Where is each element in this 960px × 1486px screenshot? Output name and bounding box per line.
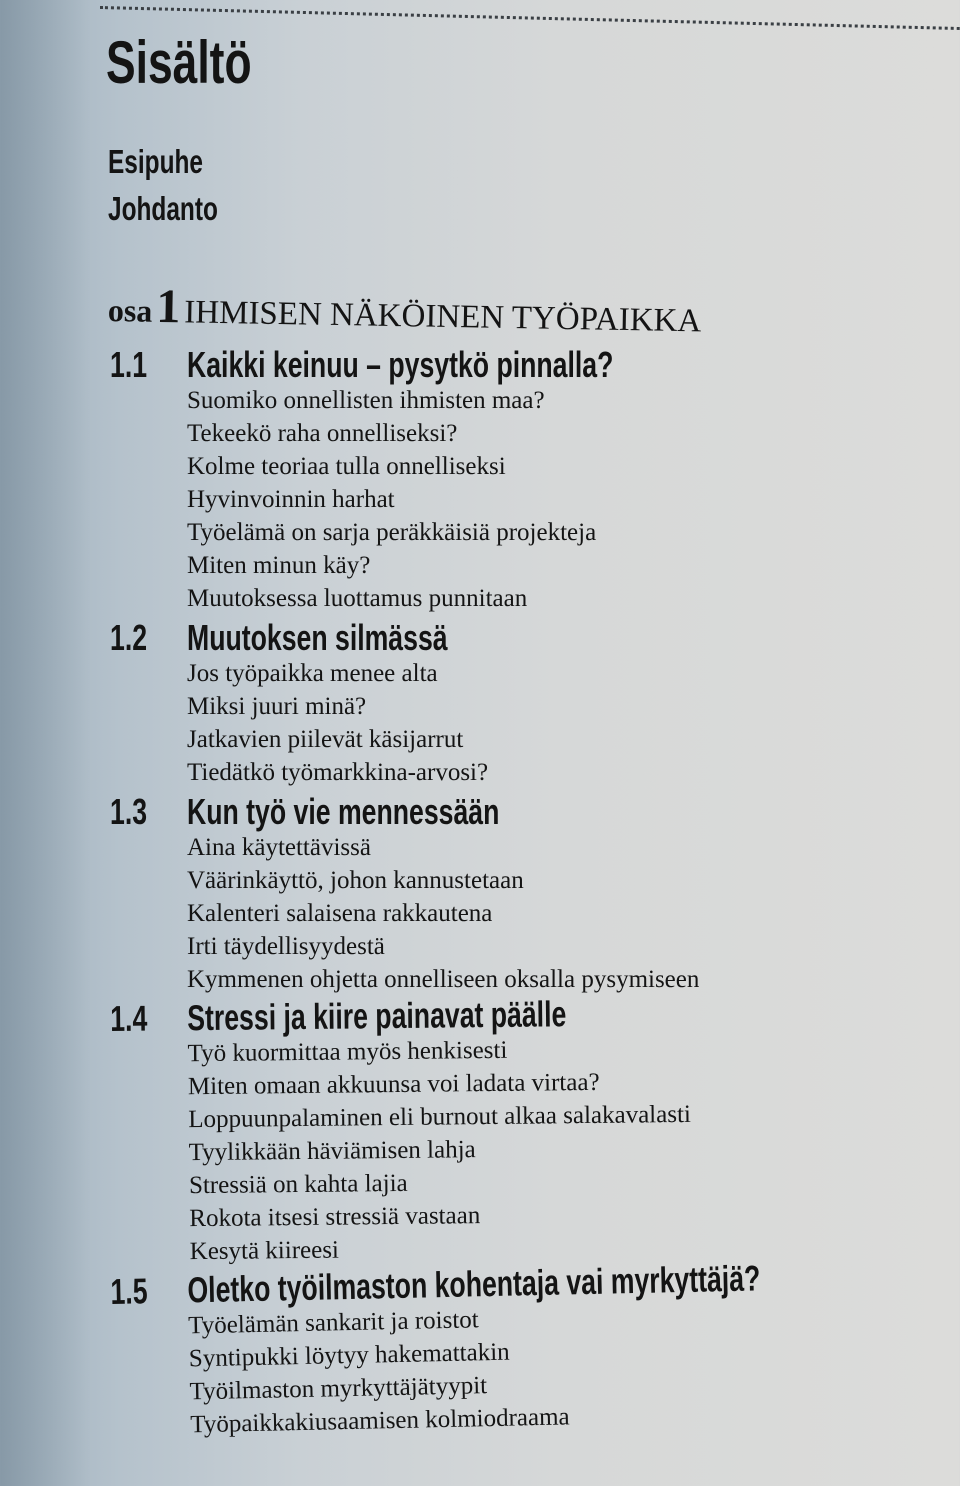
page-title: Sisältö [106,29,252,96]
section-number: 1.5 [110,1270,148,1312]
toc-section [110,987,960,1269]
toc-item: Kesytä kiireesi [189,1236,340,1266]
toc-item: Kymmenen ohjetta onnelliseen oksalla pysymiseen [187,966,700,993]
toc-item: Työ kuormittaa myös henkisesti [187,1036,508,1068]
section-number: 1.3 [110,791,148,832]
table-of-contents [110,342,960,1443]
toc-item: Tyylikkään häviämisen lahja [188,1136,476,1167]
toc-section [110,1251,960,1443]
part-heading [108,278,702,343]
toc-section [110,615,960,789]
part-number: 1 [155,279,181,334]
dotted-rule [100,6,960,30]
section-number: 1.2 [110,617,148,658]
part-title: IHMISEN NÄKÖINEN TYÖPAIKKA [184,294,702,340]
section-title: Kun työ vie mennessään [187,791,500,832]
toc-item: Kolme teoriaa tulla onnelliseksi [187,453,506,480]
part-word: osa [107,292,153,329]
toc-item: Muutoksessa luottamus punnitaan [187,585,528,612]
toc-item: Tiedätkö työmarkkina-arvosi? [187,759,489,786]
section-heading [110,342,960,384]
section-number: 1.4 [110,997,148,1039]
toc-section [110,789,960,996]
section-title: Muutoksen silmässä [187,617,448,658]
toc-item: Väärinkäyttö, johon kannustetaan [187,867,524,894]
toc-item: Kalenteri salaisena rakkautena [187,900,493,927]
toc-item: Stressiä on kahta lajia [188,1169,408,1200]
section-number: 1.1 [110,344,148,385]
toc-item: Työilmaston myrkyttäjätyypit [189,1372,488,1406]
toc-item: Loppuunpalaminen eli burnout alkaa salakavalasti [188,1100,692,1134]
toc-item: Työelämä on sarja peräkkäisiä projekteja [187,519,597,546]
toc-item: Tekeekö raha onnelliseksi? [187,420,458,447]
toc-item: Syntipukki löytyy hakemattakin [188,1338,510,1373]
toc-section [110,342,960,615]
toc-item: Työelämän sankarit ja roistot [187,1306,479,1340]
section-title: Oletko työilmaston kohentaja vai myrkyttäjä? [187,1257,761,1311]
toc-item: Miksi juuri minä? [187,693,367,720]
toc-item: Jatkavien piilevät käsijarrut [187,726,464,753]
section-heading [110,615,960,657]
toc-item: Rokota itsesi stressiä vastaan [189,1202,481,1233]
toc-item: Hyvinvoinnin harhat [187,486,395,513]
toc-item: Irti täydellisyydestä [187,933,385,960]
section-heading [110,789,960,831]
section-title: Stressi ja kiire painavat päälle [187,993,567,1039]
toc-item: Aina käytettävissä [187,834,371,861]
toc-item: Miten omaan akkuunsa voi ladata virtaa? [187,1068,600,1101]
section-heading [110,987,960,1038]
toc-item: Miten minun käy? [187,552,371,579]
toc-entry-introduction: Johdanto [108,190,218,227]
toc-entry-preface: Esipuhe [108,143,203,180]
toc-item: Työpaikkakiusaamisen kolmiodraama [189,1403,570,1439]
toc-item: Suomiko onnellisten ihmisten maa? [187,387,545,414]
toc-item: Jos työpaikka menee alta [187,660,438,687]
book-spine-shadow [0,0,90,1486]
section-title: Kaikki keinuu – pysytkö pinnalla? [187,344,614,385]
